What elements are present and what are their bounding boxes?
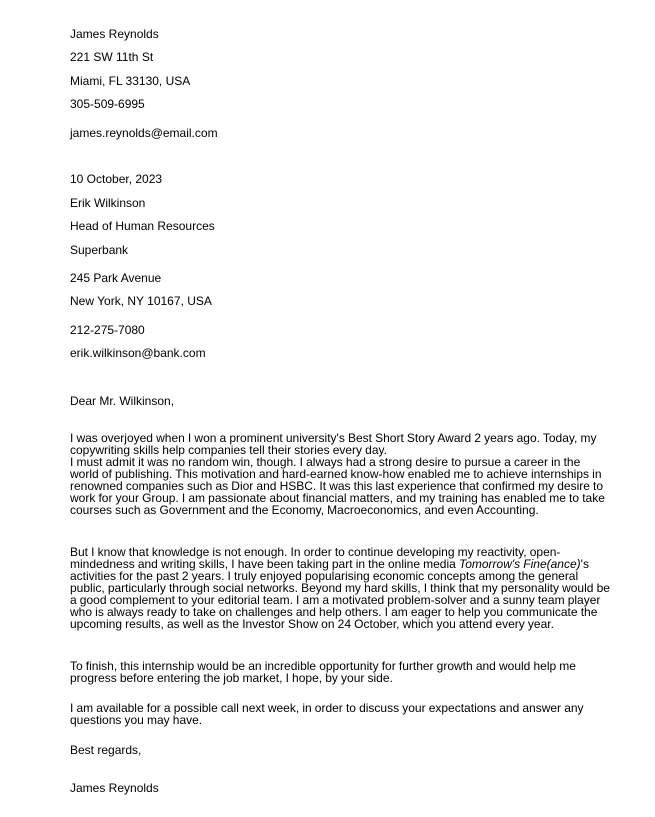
letter-date: 10 October, 2023 [70,172,163,186]
paragraph-line: a good complement to your editorial team. I am a motivated problem-solver and a sunny team player [70,593,601,607]
recipient-company: Superbank [70,243,129,257]
sender-city: Miami, FL 33130, USA [70,74,191,88]
recipient-email: erik.wilkinson@bank.com [70,346,206,360]
paragraph-line: progress before entering the job market, I hope, by your side. [70,671,393,685]
sender-street: 221 SW 11th St [70,50,154,64]
paragraph-line: copywriting skills help companies tell their stories every day. [70,443,387,457]
body-paragraph-2 [70,545,610,631]
recipient-name: Erik Wilkinson [70,196,146,210]
paragraph-text: 's [580,557,589,571]
recipient-title: Head of Human Resources [70,219,215,233]
body-paragraph-3 [70,660,600,684]
body-paragraph-4 [70,702,600,726]
closing: Best regards, [70,743,142,757]
sender-name: James Reynolds [70,27,159,41]
salutation: Dear Mr. Wilkinson, [70,394,175,408]
sender-email: james.reynolds@email.com [70,126,218,140]
paragraph-line: upcoming results, as well as the Investor Show on 24 October, which you attend every year. [70,617,554,631]
paragraph-line: I am available for a possible call next week, in order to discuss your expectations and answer any [70,701,584,715]
paragraph-line: work for your Group. I am passionate about financial matters, and my training has enabled me to take [70,491,605,505]
paragraph-line: I must admit it was no random win, though. I always had a strong desire to pursue a career in the [70,455,581,469]
paragraph-line: But I know that knowledge is not enough. In order to continue developing my reactivity, open- [70,545,561,559]
paragraph-line: questions you may have. [70,713,203,727]
media-name: Tomorrow's Fine(ance) [458,557,581,571]
sender-phone: 305-509-6995 [70,97,145,111]
signature: James Reynolds [70,781,159,795]
paragraph-text: mindedness and writing skills, I have been taking part in the online media [70,557,459,571]
body-paragraph-1 [70,431,605,517]
paragraph-line: who is always ready to take on challenges and help others. I am eager to help you communicate the [70,605,598,619]
paragraph-line: activities for the past 2 years. I truly enjoyed popularising economic concepts among the general [70,569,579,583]
paragraph-line: renowned companies such as Dior and HSBC. It was this last experience that confirmed my desire to [70,479,604,493]
paragraph-line: public, particularly through social networks. Beyond my hard skills, I think that my personality would be [70,581,610,595]
paragraph-line: courses such as Government and the Economy, Macroeconomics, and even Accounting. [70,503,539,517]
paragraph-line: I was overjoyed when I won a prominent university's Best Short Story Award 2 years ago. Today, my [70,431,597,445]
recipient-phone: 212-275-7080 [70,323,145,337]
recipient-street: 245 Park Avenue [70,271,162,285]
paragraph-line: To finish, this internship would be an incredible opportunity for further growth and would help me [70,659,576,673]
recipient-city: New York, NY 10167, USA [70,294,212,308]
paragraph-line: world of publishing. This motivation and hard-earned know-how enabled me to achieve internships in [70,467,602,481]
